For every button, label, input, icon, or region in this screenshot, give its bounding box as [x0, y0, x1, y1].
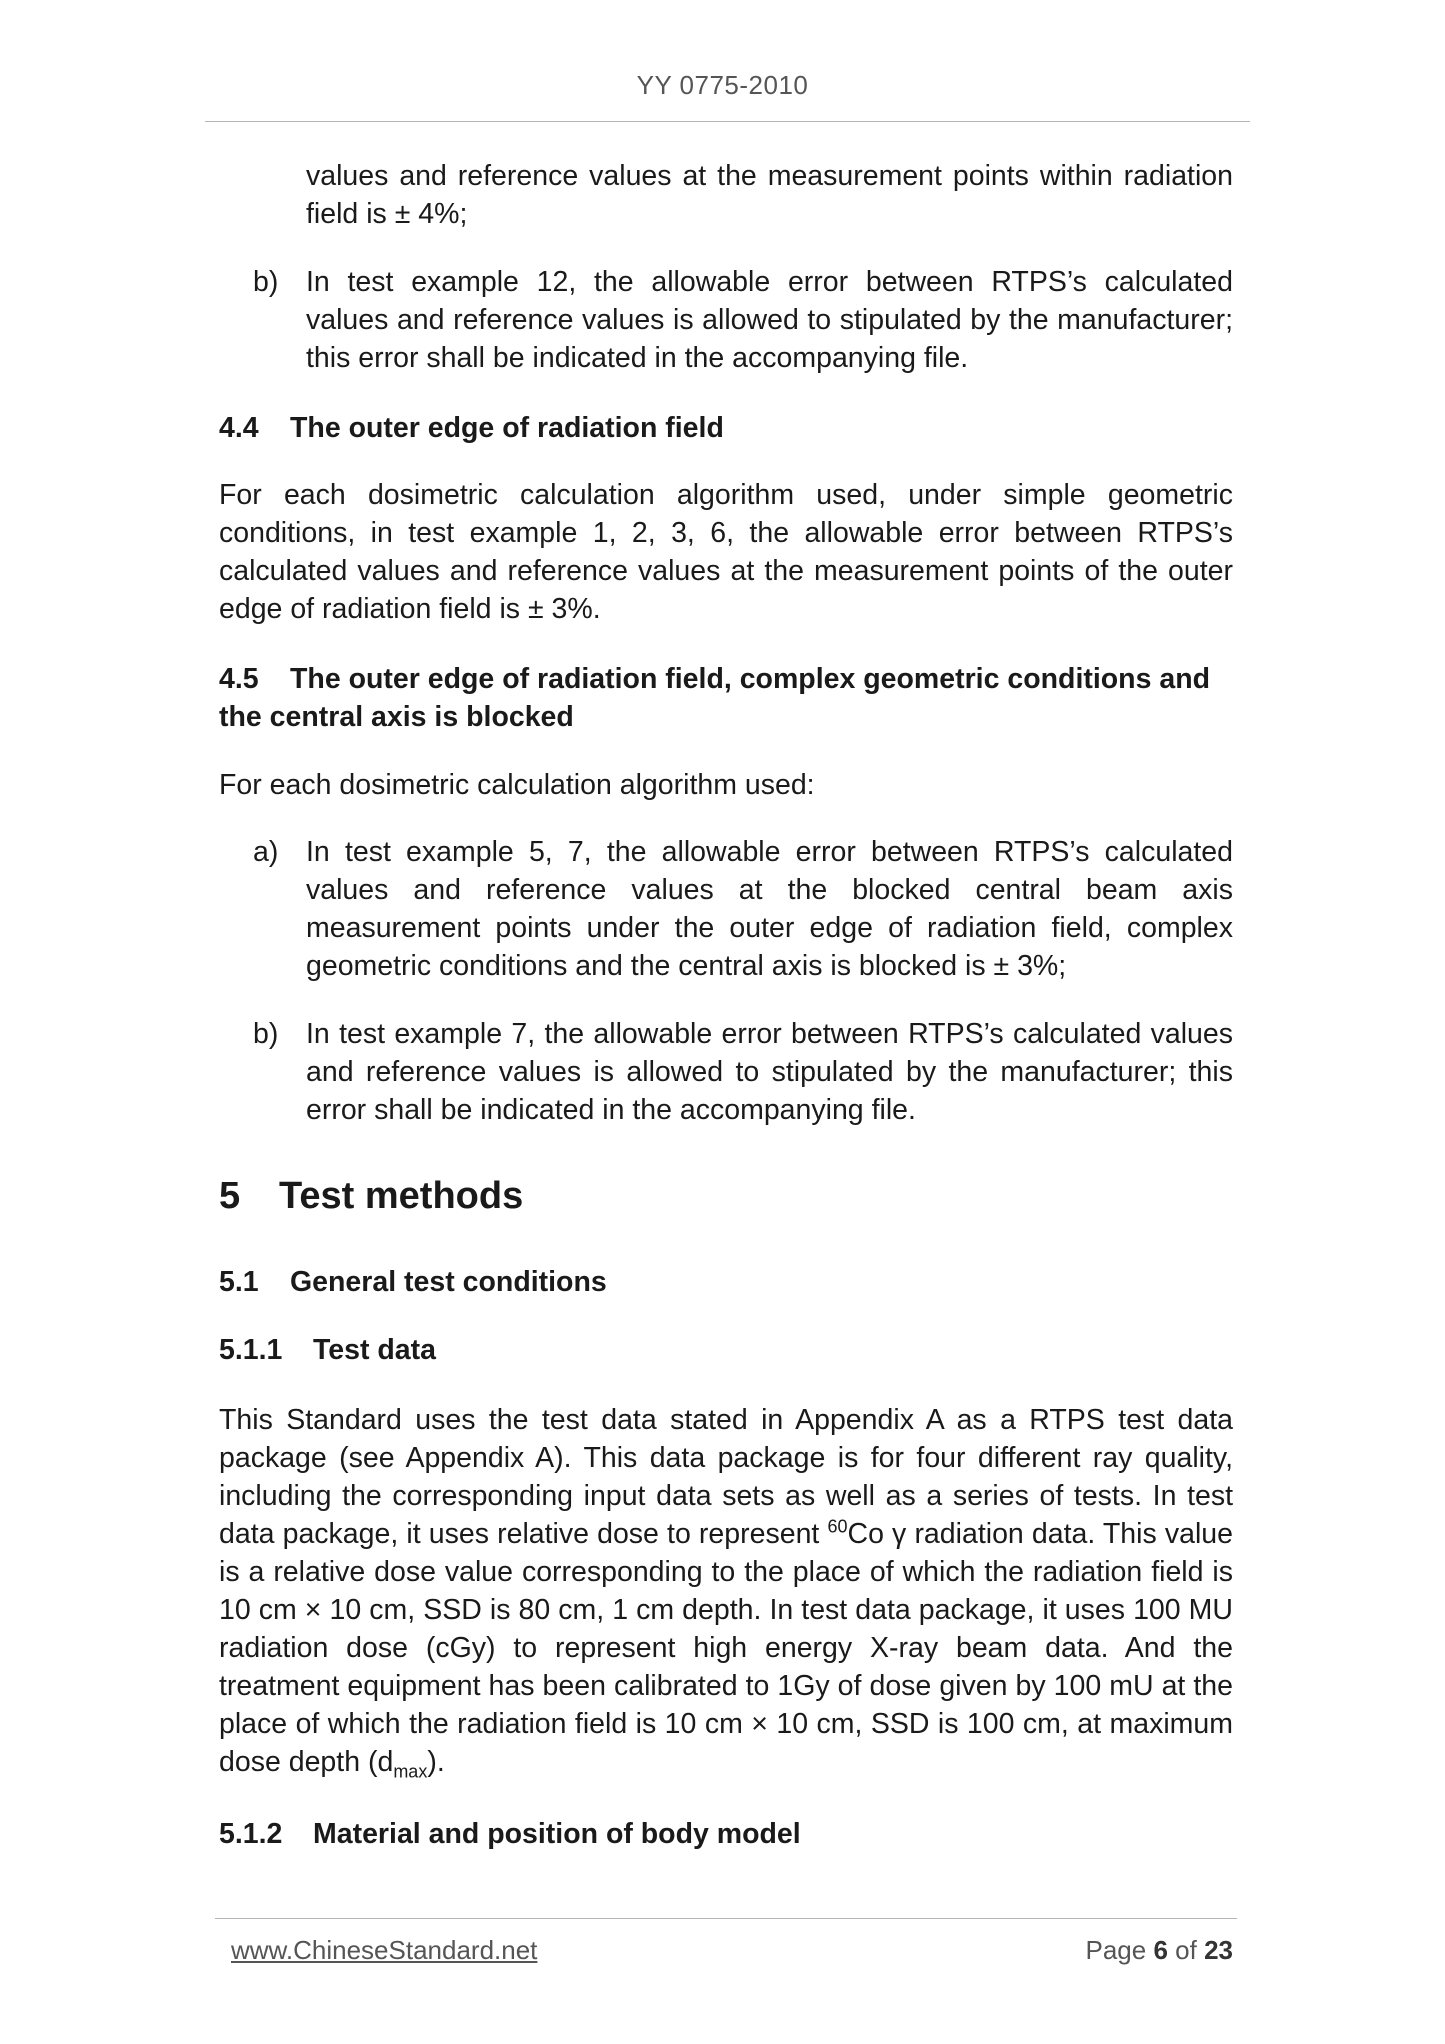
section-number: 5.1.1 — [219, 1334, 283, 1366]
document-code: YY 0775-2010 — [636, 70, 809, 100]
website-link[interactable]: www.ChineseStandard.net — [231, 1935, 538, 1965]
list-item-text: In test example 5, 7, the allowable error between RTPS’s calculated values and reference values at the blocked central beam axis measurement points under the outer edge of radiation field, complex geometric conditions and the central axis is blocked is ± 3%; — [306, 836, 1233, 982]
section-number: 5 — [219, 1175, 241, 1217]
list-marker: b) — [253, 1018, 279, 1050]
isotope-superscript: 60 — [827, 1516, 848, 1537]
section-5-1-1-paragraph — [219, 1401, 1233, 1781]
list-marker: b) — [253, 266, 279, 298]
chapter-heading-5 — [219, 1173, 523, 1219]
page-label: Page — [1085, 1935, 1147, 1965]
section-number: 4.5 — [219, 663, 259, 695]
section-4-4-paragraph: For each dosimetric calculation algorithm used, under simple geometric conditions, in test example 1, 2, 3, 6, the allowable error between RTPS’s calculated values and reference values at the measurement points of the outer edge of radiation field is ± 3%. — [219, 479, 1233, 625]
page-of: of — [1175, 1935, 1197, 1965]
continued-paragraph: values and reference values at the measurement points within radiation field is ± 4%; — [306, 160, 1233, 230]
paragraph-text: This Standard uses the test data stated in Appendix A as a RTPS test data package (see Appendix A). This data package is for four different ray quality, including the corresponding input data sets as well as a series of tests. In test data package, it uses relative dose to represent — [219, 1404, 1233, 1550]
paragraph-text: ). — [427, 1746, 445, 1778]
section-heading-5-1 — [219, 1263, 1233, 1301]
section-heading-5-1-1 — [219, 1331, 1233, 1369]
section-4-5-intro: For each dosimetric calculation algorithm used: — [219, 769, 815, 801]
section-heading-4-5 — [219, 660, 1233, 736]
section-number: 4.4 — [219, 412, 259, 444]
section-title: General test conditions — [290, 1266, 607, 1298]
list-item-text: In test example 7, the allowable error between RTPS’s calculated values and reference values is allowed to stipulated by the manufacturer; this error shall be indicated in the accompanying file. — [306, 1018, 1233, 1126]
paragraph-text: Co γ radiation data. This value is a relative dose value corresponding to the place of which the radiation field is 10 cm × 10 cm, SSD is 80 cm, 1 cm depth. In test data package, it uses 100 MU radiation dose (cGy) to represent high energy X-ray beam data. And the treatment equipment has been calibrated to 1Gy of dose given by 100 mU at the place of which the radiation field is 10 cm × 10 cm, SSD is 100 cm, at maximum dose depth (d — [219, 1518, 1233, 1778]
footer-divider — [215, 1918, 1237, 1919]
section-title: The outer edge of radiation field — [290, 412, 724, 444]
page-total: 23 — [1204, 1935, 1233, 1965]
dmax-subscript: max — [393, 1761, 428, 1782]
section-title: Test data — [313, 1334, 437, 1366]
section-heading-5-1-2 — [219, 1815, 1233, 1853]
section-title: The outer edge of radiation field, complex geometric conditions and the central axis is blocked — [219, 663, 1211, 733]
list-item-text: In test example 12, the allowable error between RTPS’s calculated values and reference values is allowed to stipulated by the manufacturer; this error shall be indicated in the accompanying file. — [306, 266, 1233, 374]
section-heading-4-4 — [219, 409, 1233, 447]
list-marker: a) — [253, 836, 279, 868]
page-current: 6 — [1153, 1935, 1168, 1965]
page-number — [1085, 1935, 1233, 1966]
section-title: Test methods — [279, 1175, 524, 1217]
section-title: Material and position of body model — [313, 1818, 801, 1850]
header-divider — [205, 121, 1250, 122]
section-number: 5.1 — [219, 1266, 259, 1298]
section-number: 5.1.2 — [219, 1818, 283, 1850]
